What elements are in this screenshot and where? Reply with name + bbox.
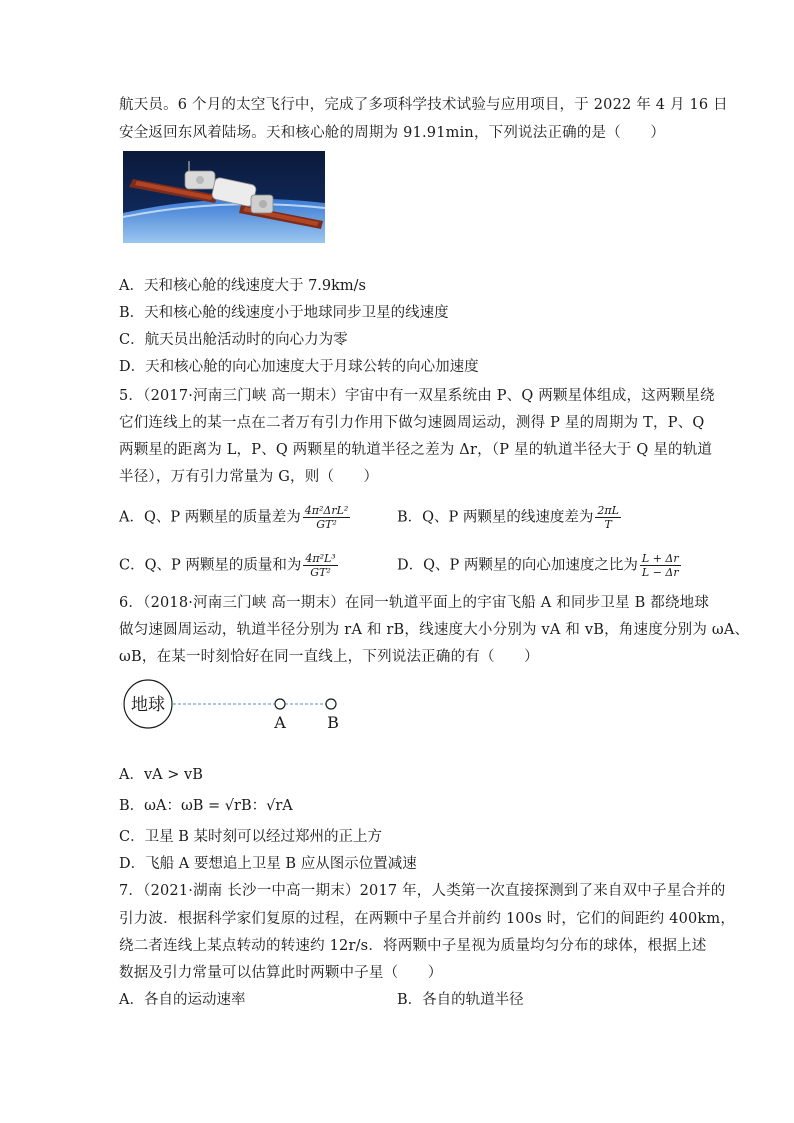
q5-option-b-numerator: 2πL: [597, 504, 619, 517]
q5-option-a-fraction: [303, 504, 351, 531]
q5-option-c-denominator: GT²: [310, 566, 331, 579]
q5-option-d-denominator: L − Δr: [641, 566, 679, 579]
q7-option-a: A．各自的运动速率: [119, 992, 246, 1008]
q6-line-2: 做匀速圆周运动，轨道半径分别为 rA 和 rB，线速度大小分别为 vA 和 vB，角速度分别为 ωA、: [119, 622, 750, 638]
q5-line-3: 两颗星的距离为 L，P、Q 两颗星的轨道半径之差为 Δr，（P 星的轨道半径大于 Q 星的轨道: [119, 442, 713, 458]
q5-option-c-numerator: 4π²L³: [305, 552, 336, 565]
earth-label: 地球: [131, 695, 165, 715]
q5-option-c-fraction: [303, 552, 337, 579]
q5-option-b-denominator: T: [604, 518, 612, 531]
q5-line-1: 5．（2017·河南三门峡 高一期末）宇宙中有一双星系统由 P、Q 两颗星体组成，这两颗星绕: [119, 388, 715, 404]
q4-option-b: B．天和核心舱的线速度小于地球同步卫星的线速度: [119, 305, 449, 321]
q6-option-a: A．vA > vB: [119, 767, 203, 783]
q5-option-a: [119, 504, 350, 531]
intro-line-2: 安全返回东风着陆场。天和核心舱的周期为 91.91min，下列说法正确的是（ ）: [119, 125, 666, 141]
q6-option-c: C．卫星 B 某时刻可以经过郑州的正上方: [119, 829, 382, 845]
q5-option-c: [119, 552, 338, 579]
q7-line-4: 数据及引力常量可以估算此时两颗中子星（ ）: [119, 965, 443, 981]
q5-option-d: [397, 552, 681, 579]
q6-line-1: 6．（2018·河南三门峡 高一期末）在同一轨道平面上的宇宙飞船 A 和同步卫星 B 都绕地球: [119, 595, 710, 611]
q7-line-1: 7．（2021·湖南 长沙一中高一期末）2017 年，人类第一次直接探测到了来自双中子星合并的: [119, 883, 726, 899]
q4-option-a: A．天和核心舱的线速度大于 7.9km/s: [119, 278, 367, 294]
q4-option-c: C．航天员出舱活动时的向心力为零: [119, 332, 348, 348]
q7-line-2: 引力波．根据科学家们复原的过程，在两颗中子星合并前约 100s 时，它们的间距约 400km，: [119, 911, 736, 927]
q5-line-4: 半径），万有引力常量为 G，则（ ）: [119, 469, 379, 485]
q7-line-3: 绕二者连线上某点转动的转速约 12r/s．将两颗中子星视为质量均匀分布的球体，根据上述: [119, 938, 707, 954]
q5-option-d-fraction: [640, 552, 681, 579]
label-a: A: [274, 713, 286, 732]
q5-option-a-text: A．Q、P 两颗星的质量差为: [119, 509, 301, 526]
q5-option-a-denominator: GT²: [316, 518, 337, 531]
q5-line-2: 它们连线上的某一点在二者万有引力作用下做匀速圆周运动，测得 P 星的周期为 T，P、Q: [119, 415, 705, 431]
intro-line-1: 航天员。6 个月的太空飞行中，完成了多项科学技术试验与应用项目，于 2022 年 4 月 16 日: [119, 97, 728, 113]
q5-option-b-text: B．Q、P 两颗星的线速度差为: [397, 509, 594, 526]
q5-option-a-numerator: 4π²ΔrL²: [304, 504, 349, 517]
satellite-a-dot: [275, 699, 285, 709]
q5-option-d-numerator: L + Δr: [641, 552, 679, 565]
q5-option-c-text: C．Q、P 两颗星的质量和为: [119, 557, 302, 574]
orbit-diagram: [122, 676, 352, 736]
q7-option-b: B．各自的轨道半径: [397, 992, 524, 1008]
q5-option-b: [397, 504, 621, 531]
q6-line-3: ωB，在某一时刻恰好在同一直线上，下列说法正确的有（ ）: [119, 649, 539, 665]
q6-option-d: D．飞船 A 要想追上卫星 B 应从图示位置减速: [119, 856, 417, 872]
satellite-b-dot: [326, 699, 336, 709]
q6-option-b: B．ωA：ωB = √rB：√rA: [119, 798, 293, 814]
label-b: B: [327, 713, 339, 732]
space-station-photo: [123, 151, 325, 243]
q5-option-d-text: D．Q、P 两颗星的向心加速度之比为: [397, 557, 638, 574]
q4-option-d: D．天和核心舱的向心加速度大于月球公转的向心加速度: [119, 359, 479, 375]
q5-option-b-fraction: [595, 504, 621, 531]
